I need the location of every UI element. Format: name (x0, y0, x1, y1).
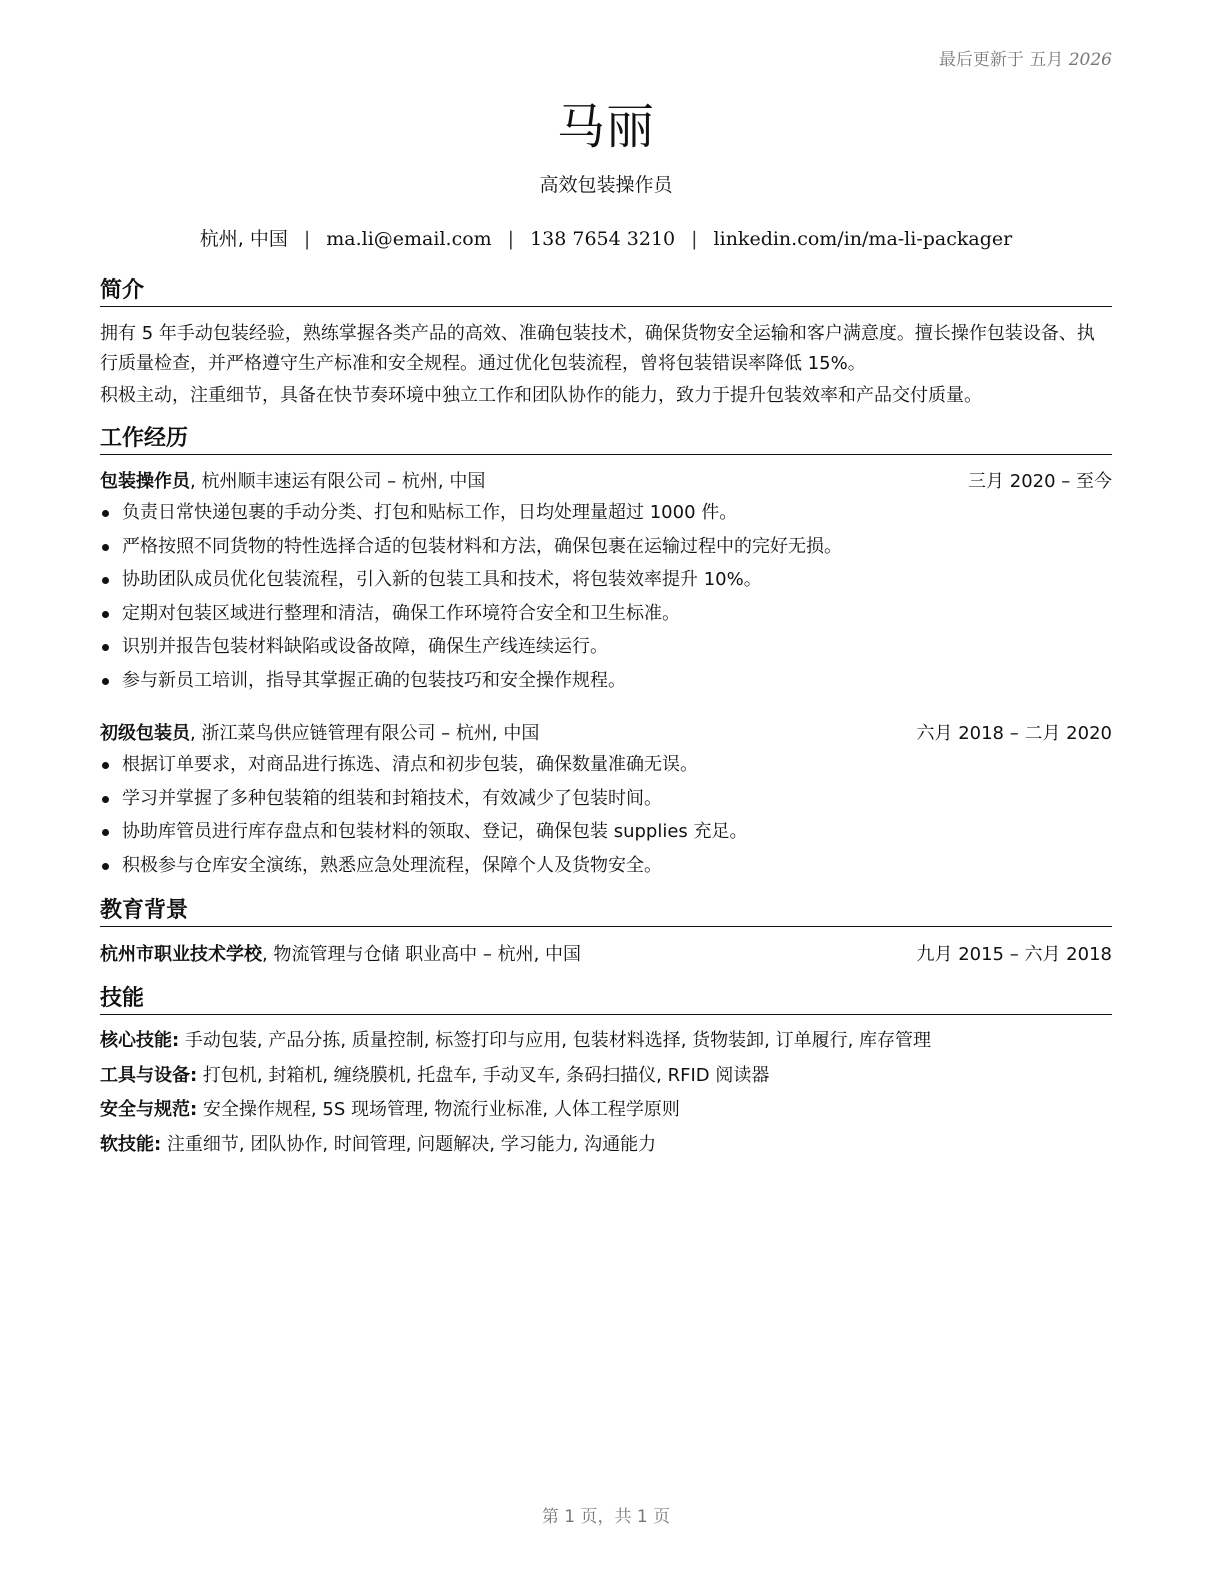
job-company: , 浙江菜鸟供应链管理有限公司 – 杭州, 中国 (190, 723, 540, 744)
candidate-name: 马丽 (556, 99, 655, 155)
skill-value: 安全操作规程, 5S 现场管理, 物流行业标准, 人体工程学原则 (197, 1099, 680, 1121)
list-item: 协助库管员进行库存盘点和包装材料的领取、登记，确保包装 supplies 充足。 (100, 818, 1112, 852)
skill-value: 手动包装, 产品分拣, 质量控制, 标签打印与应用, 包装材料选择, 货物装卸, 订单履行, 库存管理 (179, 1030, 932, 1051)
job-header (100, 720, 1112, 748)
contact-separator: | (507, 228, 515, 250)
skill-label: 核心技能: (100, 1030, 180, 1051)
job-header (100, 468, 1112, 496)
contact-separator: | (303, 228, 311, 250)
job-title-line (100, 468, 485, 496)
job-bullets (100, 499, 1112, 701)
skill-row (100, 1062, 1112, 1097)
last-updated-prefix: 最后更新于 五月 (938, 50, 1064, 70)
job-dates: 六月 2018 – 二月 2020 (916, 723, 1112, 744)
job-title-line (100, 720, 539, 748)
skill-row (100, 1027, 1112, 1062)
list-item: 识别并报告包装材料缺陷或设备故障，确保生产线连续运行。 (100, 633, 1112, 667)
skills-list (100, 1027, 1112, 1166)
last-updated (939, 45, 1112, 70)
education-details: , 物流管理与仓储 职业高中 – 杭州, 中国 (262, 944, 582, 965)
job-company: , 杭州顺丰速运有限公司 – 杭州, 中国 (190, 471, 486, 492)
contact-linkedin[interactable]: linkedin.com/in/ma-li-packager (713, 228, 1013, 250)
education-dates: 九月 2015 – 六月 2018 (916, 944, 1112, 965)
last-updated-year: 2026 (1068, 50, 1112, 70)
job-dates: 三月 2020 – 至今 (968, 471, 1112, 492)
list-item: 学习并掌握了多种包装箱的组装和封箱技术，有效减少了包装时间。 (100, 785, 1112, 819)
contact-location: 杭州, 中国 (199, 228, 288, 250)
section-title-education: 教育背景 (100, 896, 1112, 927)
contact-line (100, 224, 1112, 251)
skill-label: 安全与规范: (100, 1099, 198, 1121)
list-item: 负责日常快递包裹的手动分类、打包和贴标工作，日均处理量超过 1000 件。 (100, 499, 1112, 533)
page-number: 第 1 页，共 1 页 (541, 1507, 671, 1527)
list-item: 协助团队成员优化包装流程，引入新的包装工具和技术，将包装效率提升 10%。 (100, 566, 1112, 600)
contact-email[interactable]: ma.li@email.com (326, 228, 492, 250)
section-title-skills: 技能 (100, 984, 1112, 1015)
job-role: 包装操作员 (100, 471, 190, 492)
contact-separator: | (691, 228, 698, 250)
skill-value: 注重细节, 团队协作, 时间管理, 问题解决, 学习能力, 沟通能力 (161, 1134, 657, 1156)
skill-value: 打包机, 封箱机, 缠绕膜机, 托盘车, 手动叉车, 条码扫描仪, RFID 阅读器 (197, 1064, 770, 1086)
list-item: 根据订单要求，对商品进行拣选、清点和初步包装，确保数量准确无误。 (100, 751, 1112, 785)
contact-phone: 138 7654 3210 (530, 228, 676, 250)
list-item: 严格按照不同货物的特性选择合适的包装材料和方法，确保包裹在运输过程中的完好无损。 (100, 533, 1112, 567)
section-title-experience: 工作经历 (100, 424, 1112, 455)
skill-row (100, 1131, 1112, 1166)
summary-paragraph-1: 拥有 5 年手动包装经验，熟练掌握各类产品的高效、准确包装技术，确保货物安全运输和客户满意度。擅长操作包装设备、执行质量检查，并严格遵守生产标准和安全规程。通过优化包装流程，曾将包装错误率降低 15%。 (100, 323, 1095, 374)
education-entry (100, 941, 1112, 969)
skill-label: 工具与设备: (100, 1064, 198, 1086)
candidate-headline: 高效包装操作员 (539, 174, 673, 196)
list-item: 积极参与仓库安全演练，熟悉应急处理流程，保障个人及货物安全。 (100, 852, 1112, 886)
job-role: 初级包装员 (100, 723, 190, 744)
job-bullets (100, 751, 1112, 885)
resume-page (100, 0, 1112, 1584)
skill-label: 软技能: (100, 1134, 162, 1156)
list-item: 参与新员工培训，指导其掌握正确的包装技巧和安全操作规程。 (100, 667, 1112, 701)
section-title-summary: 简介 (100, 276, 1112, 307)
list-item: 定期对包装区域进行整理和清洁，确保工作环境符合安全和卫生标准。 (100, 600, 1112, 634)
skill-row (100, 1096, 1112, 1131)
education-line (100, 941, 581, 969)
education-school: 杭州市职业技术学校 (100, 944, 262, 965)
summary-paragraph-2: 积极主动，注重细节，具备在快节奏环境中独立工作和团队协作的能力，致力于提升包装效率和产品交付质量。 (100, 385, 982, 406)
